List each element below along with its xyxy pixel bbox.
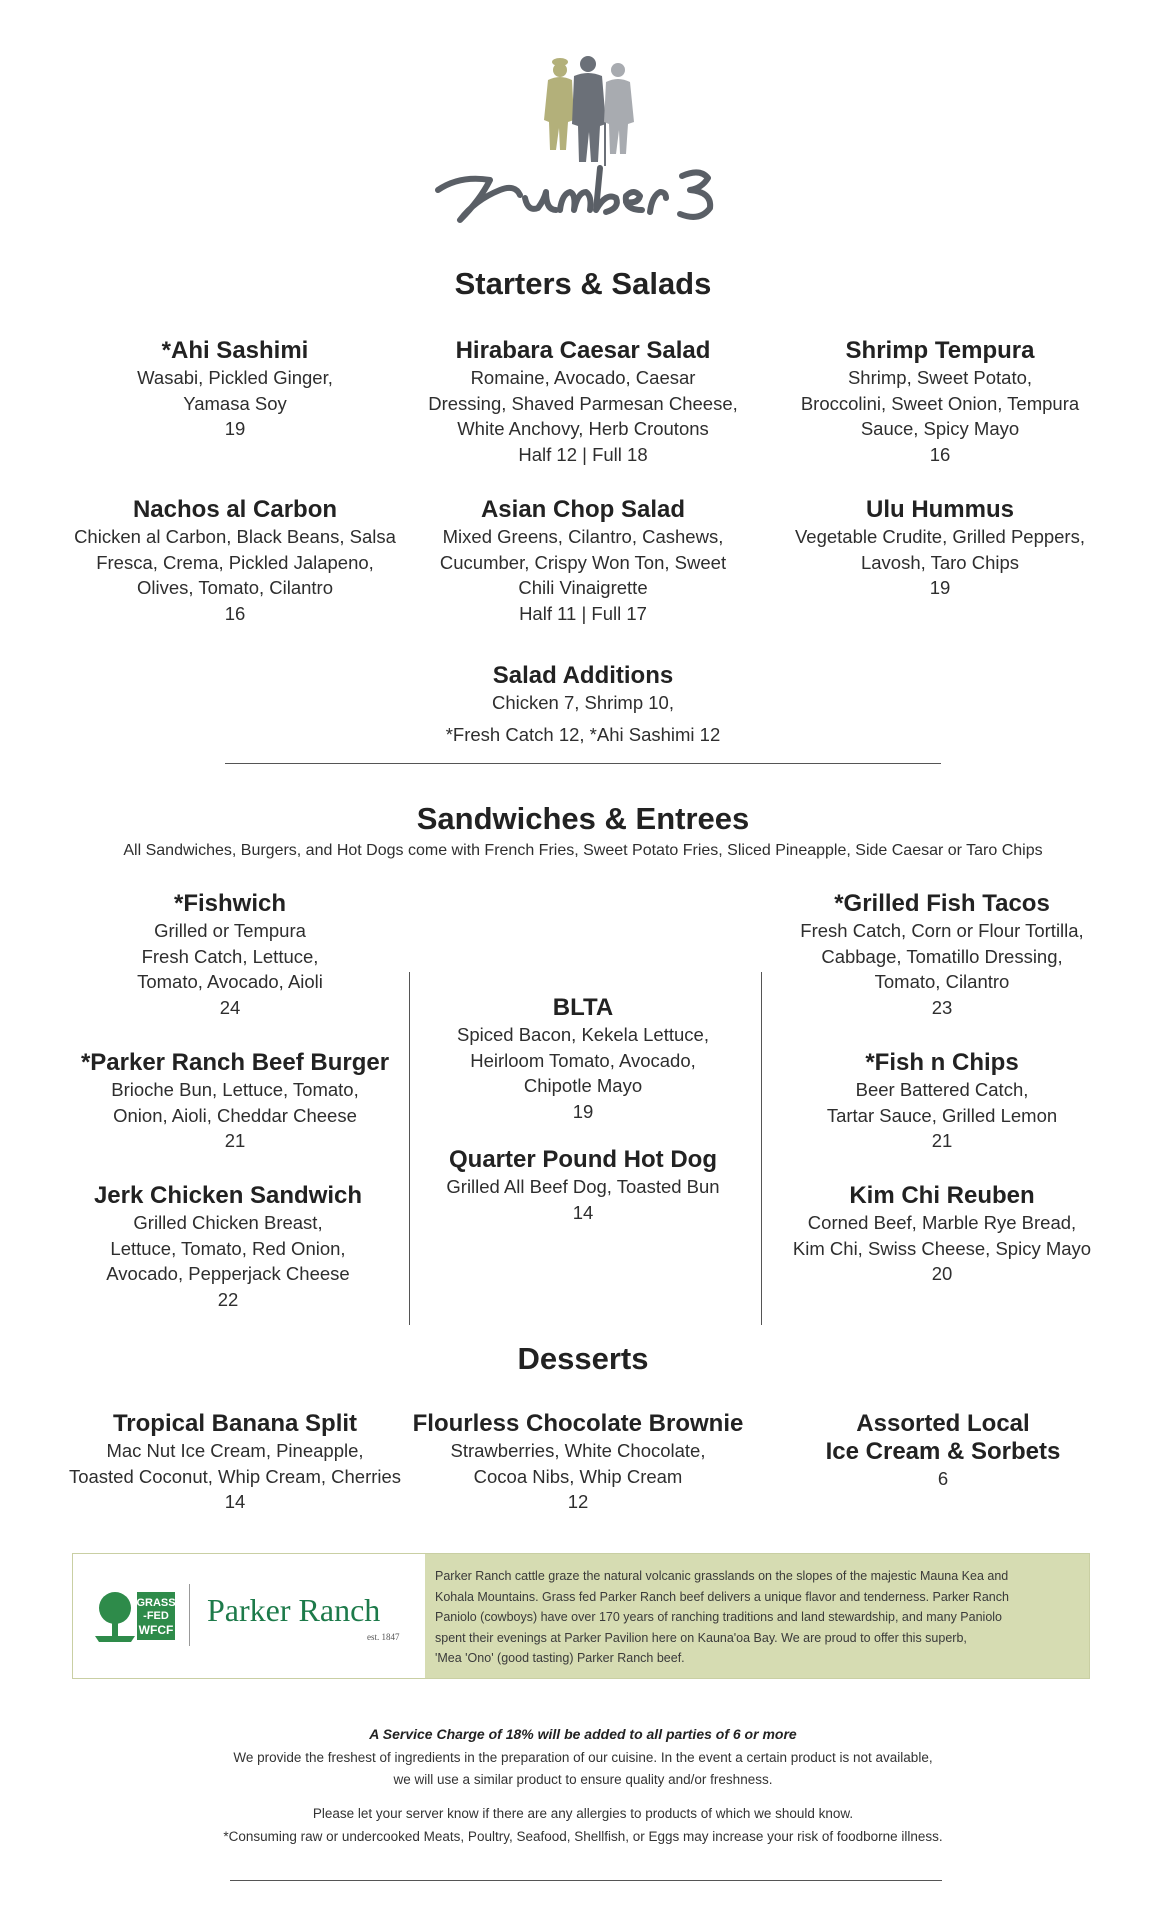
item-name: Nachos al Carbon [132,496,338,523]
menu-item [778,1410,1108,1492]
item-desc-line: Dressing, Shaved Parmesan Cheese, [428,392,738,414]
item-price: Half 12 | Full 18 [518,443,648,465]
item-desc-line: Heirloom Tomato, Avocado, [470,1049,696,1071]
item-name: *Fishwich [173,890,287,917]
service-charge-notice: A Service Charge of 18% will be added to all parties of 6 or more [369,1726,797,1742]
item-desc-line: Fresh Catch, Corn or Flour Tortilla, [800,920,1084,941]
consumption-warning: *Consuming raw or undercooked Meats, Poultry, Seafood, Shellfish, or Eggs may increase your risk of foodborne illness. [223,1829,943,1844]
item-name: Salad Additions [492,662,674,689]
menu-item [60,496,410,626]
desserts-title: Desserts [517,1341,649,1376]
footer-divider [230,1880,942,1881]
item-desc-line: Mixed Greens, Cilantro, Cashews, [442,526,724,547]
parker-ranch-text-line: Parker Ranch cattle graze the natural volcanic grasslands on the slopes of the majestic Mauna Kea and [435,1569,1009,1583]
item-desc-line: Chicken 7, Shrimp 10, [491,692,674,713]
menu-item [65,890,395,1020]
menu-item [63,1182,393,1312]
item-name: Ulu Hummus [865,496,1014,523]
freshness-notice-line: We provide the freshest of ingredients in the preparation of our cuisine. In the event a certain product is not available, [233,1750,933,1765]
item-desc-line: Chili Vinaigrette [518,577,648,598]
menu-item [418,337,748,467]
item-name: Shrimp Tempura [845,337,1035,364]
item-name: *Parker Ranch Beef Burger [80,1049,390,1076]
item-desc-line: Cocoa Nibs, Whip Cream [473,1465,683,1487]
number-3-logo [420,50,740,240]
parker-ranch-text-line: 'Mea 'Ono' (good tasting) Parker Ranch beef. [435,1651,685,1665]
menu-item [777,1182,1107,1287]
item-desc-line: Onion, Aioli, Cheddar Cheese [113,1104,357,1126]
parker-ranch-text-line: spent their evenings at Parker Pavilion here on Kauna'oa Bay. We are proud to offer this superb, [435,1630,967,1645]
item-desc-line: Spiced Bacon, Kekela Lettuce, [457,1024,709,1045]
menu-item [775,337,1105,467]
item-price: 20 [931,1263,953,1284]
item-desc-line: Romaine, Avocado, Caesar [470,367,696,388]
item-desc-line: Brioche Bun, Lettuce, Tomato, [111,1079,359,1100]
item-name: BLTA [552,994,614,1021]
item-name: Kim Chi Reuben [849,1182,1035,1209]
item-name: Flourless Chocolate Brownie [412,1410,744,1437]
item-desc-line: Cucumber, Crispy Won Ton, Sweet [439,551,727,573]
item-name: *Fish n Chips [865,1049,1019,1076]
item-desc-line: Cabbage, Tomatillo Dressing, [821,945,1063,967]
item-desc-line: White Anchovy, Herb Croutons [457,418,709,439]
menu-item [775,496,1105,601]
item-price: 12 [567,1491,589,1512]
item-desc-line: Avocado, Pepperjack Cheese [106,1263,350,1284]
item-desc-line: Chicken al Carbon, Black Beans, Salsa [74,526,396,547]
allergy-notice: Please let your server know if there are any allergies to products of which we should know. [312,1806,854,1821]
item-desc-line: Beer Battered Catch, [855,1079,1029,1100]
item-price: 16 [929,443,951,465]
menu-item [418,496,748,626]
item-desc-line: Shrimp, Sweet Potato, [847,367,1033,388]
badge-line: WFCF [138,1623,174,1637]
badge-line: -FED [143,1610,169,1622]
item-name: Ice Cream & Sorbets [825,1438,1061,1465]
menu-item [60,1049,410,1154]
item-desc-line: Grilled Chicken Breast, [133,1212,323,1233]
item-name: *Grilled Fish Tacos [834,890,1050,917]
item-desc-line: Tomato, Avocado, Aioli [137,971,323,992]
item-desc-line: Toasted Coconut, Whip Cream, Cherries [68,1465,402,1487]
item-price: 14 [224,1491,246,1512]
item-desc-line: *Fresh Catch 12, *Ahi Sashimi 12 [445,723,721,745]
item-desc-line: Sauce, Spicy Mayo [860,418,1020,439]
menu-item [418,994,748,1124]
item-name: Hirabara Caesar Salad [455,337,711,364]
item-desc-line: Tomato, Cilantro [874,971,1010,992]
column-divider [761,972,762,1325]
parker-ranch-text-line: Paniolo (cowboys) have over 170 years of ranching traditions and land stewardship, and many Paniolo [435,1610,1002,1624]
menu-item [403,1410,753,1515]
item-price: 19 [572,1100,594,1122]
parker-ranch-text-line: Kohala Mountains. Grass fed Parker Ranch beef delivers a unique flavor and tenderness. Parker Ranch [435,1589,1009,1604]
item-desc-line: Vegetable Crudite, Grilled Peppers, [794,526,1085,547]
item-name: *Ahi Sashimi [161,337,309,364]
parker-ranch-box [72,1553,1090,1679]
badge-line: GRASS [136,1597,176,1609]
salad-additions [418,662,748,747]
item-desc-line: Tartar Sauce, Grilled Lemon [826,1104,1058,1126]
item-desc-line: Lavosh, Taro Chips [860,551,1020,573]
item-desc-line: Chipotle Mayo [523,1075,643,1096]
menu-item [60,1410,410,1515]
golfers-illustration-icon [544,56,634,166]
starters-title: Starters & Salads [454,266,712,301]
item-desc-line: Fresh Catch, Lettuce, [141,945,319,967]
freshness-notice-line: we will use a similar product to ensure quality and/or freshness. [393,1772,773,1787]
item-desc-line: Kim Chi, Swiss Cheese, Spicy Mayo [792,1237,1092,1259]
item-desc-line: Broccolini, Sweet Onion, Tempura [800,392,1080,414]
item-price: 14 [572,1201,594,1223]
item-name: Quarter Pound Hot Dog [449,1146,717,1173]
sandwiches-subtitle: All Sandwiches, Burgers, and Hot Dogs come with French Fries, Sweet Potato Fries, Sliced Pineapple, Side Caesar or Taro Chips [123,842,1043,859]
item-name: Tropical Banana Split [112,1410,358,1437]
menu-item [70,337,400,442]
item-price: 16 [224,602,246,624]
item-price: 19 [224,418,246,439]
item-price: 19 [929,577,951,598]
parker-ranch-name: Parker Ranch [207,1592,381,1628]
item-desc-line: Olives, Tomato, Cilantro [136,577,334,598]
logo-divider [189,1584,190,1646]
item-name: Asian Chop Salad [480,496,686,523]
item-desc-line: Lettuce, Tomato, Red Onion, [110,1237,346,1259]
number-3-wordmark [438,168,710,220]
item-price: 6 [937,1468,949,1489]
item-price: 22 [217,1288,239,1310]
grass-fed-badge-icon [91,1586,177,1644]
item-price: 23 [931,996,953,1018]
menu-item [777,890,1107,1020]
menu-item [777,1049,1107,1154]
item-desc-line: Grilled All Beef Dog, Toasted Bun [446,1176,720,1197]
item-desc-line: Mac Nut Ice Cream, Pineapple, [106,1440,364,1461]
item-desc-line: Wasabi, Pickled Ginger, [137,367,333,388]
item-price: 21 [931,1130,953,1151]
item-price: 24 [219,996,241,1018]
item-desc-line: Corned Beef, Marble Rye Bread, [807,1212,1077,1233]
item-name: Jerk Chicken Sandwich [93,1182,363,1209]
item-desc-line: Grilled or Tempura [154,920,306,941]
item-desc-line: Fresca, Crema, Pickled Jalapeno, [96,551,374,573]
parker-ranch-text-panel [425,1554,1089,1678]
sandwiches-title: Sandwiches & Entrees [416,801,750,836]
menu-item [418,1146,748,1225]
item-name: Assorted Local [856,1410,1030,1437]
item-price: 21 [224,1130,246,1151]
section-divider [225,763,941,764]
item-desc-line: Strawberries, White Chocolate, [450,1440,706,1461]
item-desc-line: Yamasa Soy [183,392,287,414]
item-price: Half 11 | Full 17 [519,602,647,624]
parker-ranch-est: est. 1847 [367,1632,400,1642]
